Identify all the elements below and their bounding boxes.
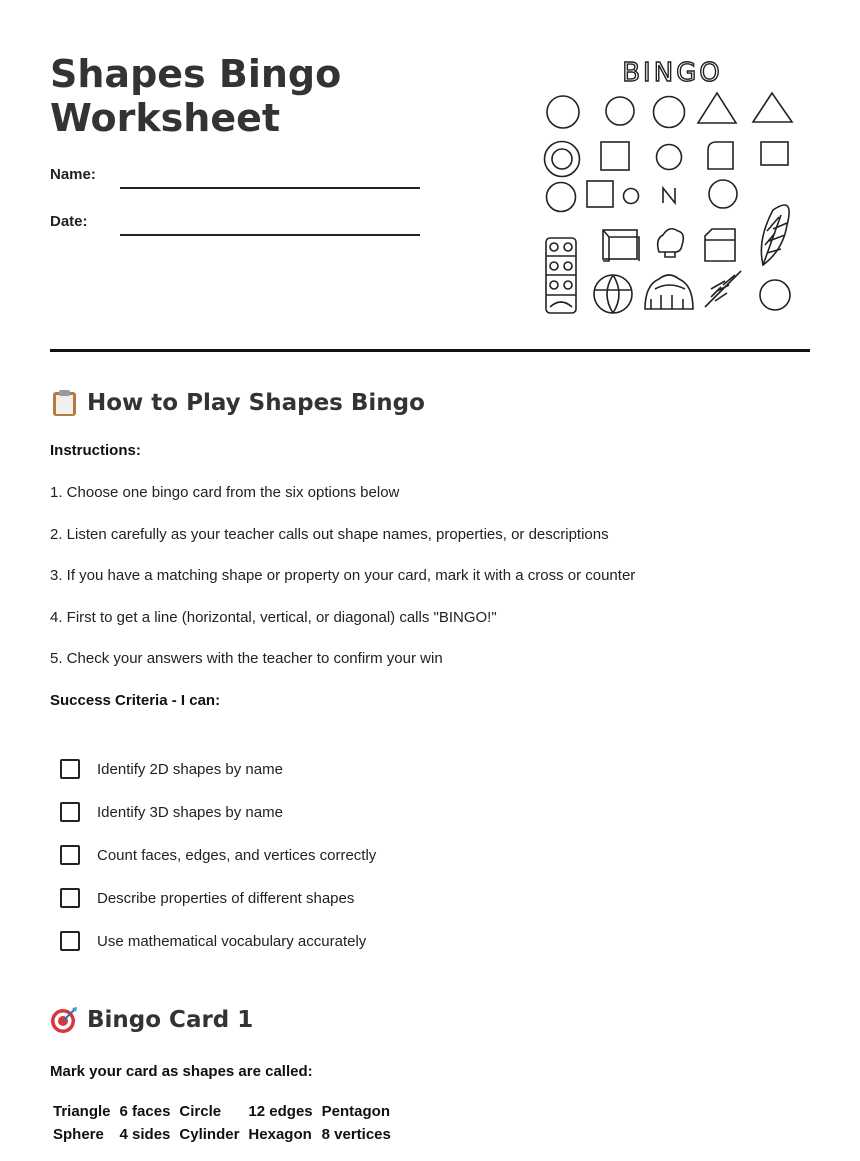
criteria-label: Count faces, edges, and vertices correctly	[97, 846, 377, 864]
bingo-cell[interactable]: 6 faces	[119, 1103, 171, 1120]
shapes-bingo-card-icon	[535, 55, 805, 320]
criteria-checkbox[interactable]	[60, 759, 80, 779]
bingo-cell[interactable]: Pentagon	[321, 1103, 390, 1120]
criteria-item-2d-shapes	[60, 759, 283, 779]
bingo-cell[interactable]: 8 vertices	[321, 1126, 391, 1143]
criteria-item-3d-shapes	[60, 802, 283, 822]
bingo-card-1-heading	[50, 1005, 253, 1034]
bingo-illustration	[535, 55, 805, 320]
bingo-cell[interactable]: Triangle	[53, 1103, 111, 1120]
bingo-cell[interactable]: Circle	[179, 1103, 222, 1120]
table-row	[53, 1103, 397, 1120]
instruction-step-4: 4. First to get a line (horizontal, vertical, or diagonal) calls "BINGO!"	[50, 609, 497, 626]
how-to-play-heading-text: How to Play Shapes Bingo	[87, 389, 425, 416]
bingo-card-1-table	[50, 1097, 400, 1149]
name-label: Name:	[50, 166, 96, 183]
criteria-checkbox[interactable]	[60, 888, 80, 908]
criteria-label: Describe properties of different shapes	[97, 889, 355, 907]
clipboard-icon	[50, 388, 79, 417]
bingo-cell[interactable]: Sphere	[53, 1126, 104, 1143]
name-field[interactable]	[120, 187, 420, 189]
instruction-step-1: 1. Choose one bingo card from the six options below	[50, 484, 400, 501]
date-label: Date:	[50, 213, 88, 230]
criteria-item-describe-properties	[60, 888, 354, 908]
bingo-illustration-title: BINGO	[622, 58, 723, 88]
target-dart-icon	[50, 1005, 79, 1034]
instructions-label: Instructions:	[50, 442, 141, 459]
section-divider	[50, 349, 810, 352]
criteria-item-vocabulary	[60, 931, 366, 951]
criteria-label: Identify 3D shapes by name	[97, 803, 283, 821]
success-criteria-label: Success Criteria - I can:	[50, 692, 221, 709]
instruction-step-5: 5. Check your answers with the teacher to confirm your win	[50, 650, 443, 667]
bingo-cell[interactable]: Cylinder	[179, 1126, 240, 1143]
bingo-card-1-heading-text: Bingo Card 1	[87, 1006, 254, 1033]
instruction-step-2: 2. Listen carefully as your teacher calls out shape names, properties, or descriptions	[50, 526, 609, 543]
how-to-play-heading	[50, 388, 425, 417]
criteria-checkbox[interactable]	[60, 931, 80, 951]
criteria-checkbox[interactable]	[60, 802, 80, 822]
criteria-item-count-properties	[60, 845, 376, 865]
bingo-cell[interactable]: Hexagon	[248, 1126, 312, 1143]
criteria-label: Identify 2D shapes by name	[97, 760, 283, 778]
bingo-cell[interactable]: 4 sides	[119, 1126, 171, 1143]
date-field[interactable]	[120, 234, 420, 236]
criteria-checkbox[interactable]	[60, 845, 80, 865]
table-row	[53, 1126, 397, 1143]
bingo-card-prompt: Mark your card as shapes are called:	[50, 1063, 313, 1080]
bingo-cell[interactable]: 12 edges	[248, 1103, 313, 1120]
worksheet-title: Shapes Bingo Worksheet	[50, 52, 342, 140]
instruction-step-3: 3. If you have a matching shape or property on your card, mark it with a cross or counter	[50, 567, 636, 584]
criteria-label: Use mathematical vocabulary accurately	[97, 932, 367, 950]
